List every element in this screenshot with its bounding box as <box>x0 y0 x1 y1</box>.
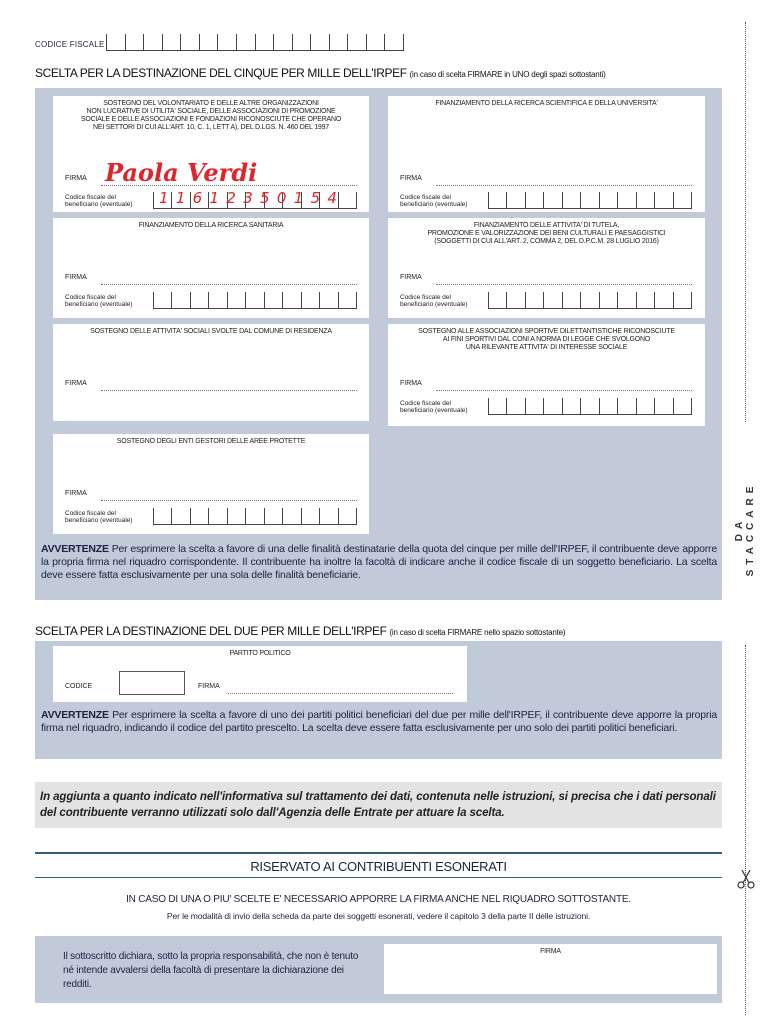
box-ricerca-sanitaria <box>53 218 369 318</box>
cf-beneficiario-value: 11612350154 <box>159 189 345 207</box>
cut-line-bottom <box>745 645 746 1015</box>
box-title: FINANZIAMENTO DELLA RICERCA SCIENTIFICA E DELLA UNIVERSITA' <box>435 100 658 107</box>
esonerati-panel <box>35 936 722 1003</box>
firma-label: FIRMA <box>400 380 422 387</box>
cf-beneficiario-label: Codice fiscale del beneficiario (eventuale) <box>65 194 133 208</box>
cf-beneficiario-label: Codice fiscale del beneficiario (eventuale) <box>400 294 468 308</box>
box-title: SOSTEGNO DEGLI ENTI GESTORI DELLE AREE PROTETTE <box>116 438 306 445</box>
cf-beneficiario-label: Codice fiscale del beneficiario (eventuale) <box>400 194 468 208</box>
cinque-panel <box>35 88 722 600</box>
box-title: FINANZIAMENTO DELLE ATTIVITA' DI TUTELA, PROMOZIONE E VALORIZZAZIONE DEI BENI CULTURALI E PAESAGGISTICI (SOGGETTI DI CUI ALL'ART. 2, COMMA 2, DEL D.P.C.M. 28 LUGLIO 2016) <box>427 222 666 245</box>
box-ricerca-scientifica <box>388 96 705 212</box>
box-volontariato <box>53 96 369 212</box>
firma-label: FIRMA <box>400 274 422 281</box>
firma-label: FIRMA <box>65 175 87 182</box>
box-associazioni-sportive <box>388 324 705 426</box>
esonerati-declaration: Il sottoscritto dichiara, sotto la propria responsabilità, che non è tenuto né intende avvalersi della facoltà di presentare la dichiarazione dei redditi. <box>63 951 359 990</box>
cf-beneficiario-label: Codice fiscale del beneficiario (eventuale) <box>65 294 133 308</box>
due-warning: AVVERTENZE Per esprimere la scelta a favore di uno dei partiti politici beneficiari del due per mille dell'IRPEF, il contribuente deve apporre la propria firma nel riquadro, indicando il codice del partito prescelto. La scelta deve essere fatta esclusivamente per uno solo dei partiti politici beneficiari. <box>41 709 717 734</box>
esonerati-line2: Per le modalità di invio della scheda da parte dei soggetti esonerati, vedere il capitolo 3 della parte II delle istruzioni. <box>166 911 591 921</box>
codice-label: CODICE <box>65 683 93 690</box>
codice-fiscale-field[interactable] <box>106 34 404 51</box>
box-title: SOSTEGNO DELLE ATTIVITA' SOCIALI SVOLTE DAL COMUNE DI RESIDENZA <box>90 328 332 335</box>
cinque-title: SCELTA PER LA DESTINAZIONE DEL CINQUE PER MILLE DELL'IRPEF (in caso di scelta FIRMARE in UNO degli spazi sottostanti) <box>35 66 606 80</box>
cinque-warning: AVVERTENZE Per esprimere la scelta a favore di una delle finalità destinatarie della quota del cinque per mille dell'IRPEF, il contribuente deve apporre la propria firma nel riquadro corrispondente. Il contribuente ha inoltre la facoltà di indicare anche il codice fiscale di un soggetto beneficiario. La scelta deve essere fatta esclusivamente per una sola delle finalità beneficiarie. <box>41 543 717 581</box>
firma-line[interactable] <box>101 499 357 501</box>
due-subtitle: (in caso di scelta FIRMARE nello spazio sottostante) <box>389 628 566 637</box>
cf-beneficiario-field[interactable] <box>488 292 692 309</box>
cf-beneficiario-field[interactable] <box>153 508 357 525</box>
codice-fiscale-label: CODICE FISCALE <box>35 40 105 49</box>
firma-label: FIRMA <box>65 490 87 497</box>
cf-beneficiario-label: Codice fiscale del beneficiario (eventuale) <box>400 400 468 414</box>
cut-line-top <box>745 22 746 422</box>
box-title: SOSTEGNO ALLE ASSOCIAZIONI SPORTIVE DILETTANTISTICHE RICONOSCIUTE AI FINI SPORTIVI DAL CONI A NORMA DI LEGGE CHE SVOLGONO UNA RILEVANTE ATTIVITA' DI INTERESSE SOCIALE <box>418 328 675 351</box>
cf-beneficiario-label: Codice fiscale del beneficiario (eventuale) <box>65 510 133 524</box>
firma-label: FIRMA <box>65 274 87 281</box>
firma-label: FIRMA <box>540 948 561 955</box>
privacy-note-panel <box>35 782 722 828</box>
esonerati-rule <box>35 852 722 854</box>
firma-line[interactable] <box>101 283 357 285</box>
firma-line[interactable] <box>228 692 453 694</box>
box-title: PARTITO POLITICO <box>229 650 291 657</box>
box-title: SOSTEGNO DEL VOLONTARIATO E DELLE ALTRE ORGANIZZAZIONI NON LUCRATIVE DI UTILITA' SOCIALE, DELLE ASSOCIAZIONI DI PROMOZIONE SOCIALE E DELLE ASSOCIAZIONI E FONDAZIONI RICONOSCIUTE CHE OPERANO NEI SETTORI DI CUI ALL'ART. 10, C. 1, LETT A), DEL D.LGS. N. 460 DEL 1997 <box>80 100 342 131</box>
esonerati-line1: IN CASO DI UNA O PIU' SCELTE E' NECESSARIO APPORRE LA FIRMA ANCHE NEL RIQUADRO SOTTOSTANTE. <box>126 894 631 905</box>
da-staccare-label: DA STACCARE <box>734 481 756 577</box>
firma-line[interactable] <box>436 283 692 285</box>
box-aree-protette <box>53 434 369 534</box>
due-panel <box>35 641 722 759</box>
box-comune-residenza <box>53 324 369 421</box>
cf-beneficiario-field[interactable] <box>488 398 692 415</box>
cf-beneficiario-field[interactable] <box>153 292 357 309</box>
box-title: FINANZIAMENTO DELLA RICERCA SANITARIA <box>138 222 284 229</box>
scissors-icon <box>735 868 757 890</box>
box-beni-culturali <box>388 218 705 318</box>
privacy-note: In aggiunta a quanto indicato nell'informativa sul trattamento dei dati, contenuta nelle istruzioni, si precisa che i dati personali del contribuente verranno utilizzati solo dall'Agenzia delle Entrate per attuare la scelta. <box>40 791 716 819</box>
cinque-subtitle: (in caso di scelta FIRMARE in UNO degli spazi sottostanti) <box>409 70 606 79</box>
signature-paola-verdi[interactable]: Paola Verdi <box>105 158 258 187</box>
box-partito-politico <box>53 646 467 702</box>
firma-line[interactable] <box>101 389 357 391</box>
cf-beneficiario-field[interactable] <box>153 189 357 209</box>
firma-line[interactable] <box>436 389 692 391</box>
firma-label: FIRMA <box>65 380 87 387</box>
firma-line[interactable] <box>436 184 692 186</box>
firma-label: FIRMA <box>198 683 220 690</box>
esonerati-title: RISERVATO AI CONTRIBUENTI ESONERATI <box>250 859 507 874</box>
firma-label: FIRMA <box>400 175 422 182</box>
codice-partito-input[interactable] <box>119 671 185 695</box>
esonerati-rule-bottom <box>35 877 722 878</box>
due-title: SCELTA PER LA DESTINAZIONE DEL DUE PER MILLE DELL'IRPEF (in caso di scelta FIRMARE nello spazio sottostante) <box>35 624 566 638</box>
cf-beneficiario-field[interactable] <box>488 192 692 209</box>
esonerati-firma-box[interactable] <box>384 944 717 994</box>
